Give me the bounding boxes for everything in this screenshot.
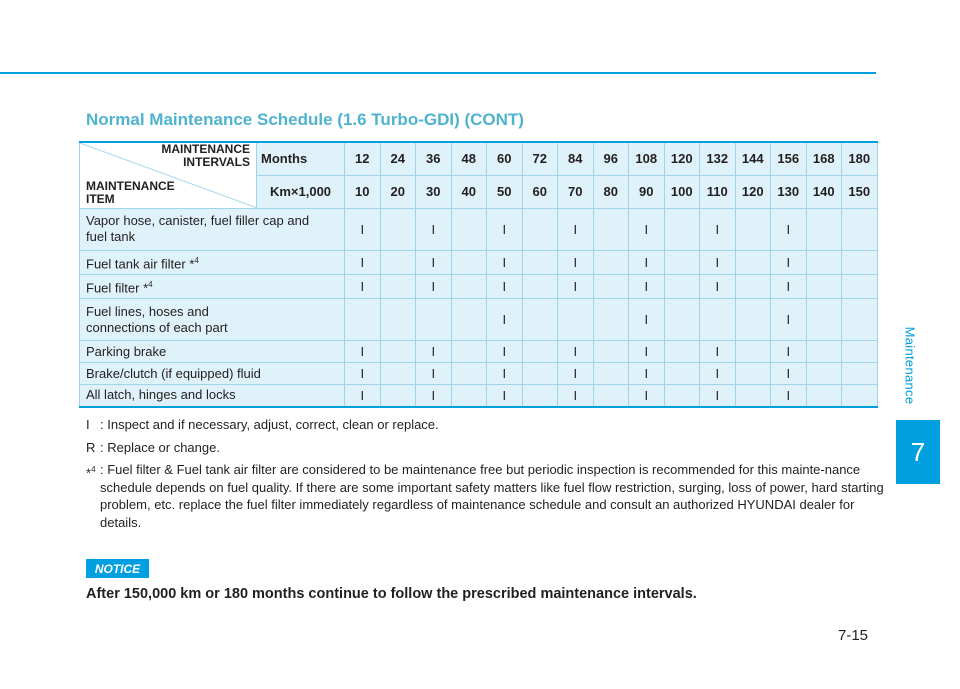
schedule-cell (664, 385, 700, 407)
schedule-cell: I (771, 363, 807, 385)
schedule-cell (593, 274, 629, 298)
months-label: Months (257, 142, 345, 175)
note-fuel-filter (86, 461, 886, 531)
schedule-cell: I (487, 385, 523, 407)
schedule-cell (380, 250, 416, 274)
schedule-cell: I (558, 274, 594, 298)
item-name-line (86, 344, 338, 360)
schedule-cell (806, 299, 842, 341)
schedule-cell (593, 363, 629, 385)
schedule-cell (664, 341, 700, 363)
note-key-sup: 4 (91, 465, 96, 474)
schedule-cell: I (487, 341, 523, 363)
km-header-cell: 50 (487, 175, 523, 208)
km-header-cell: 80 (593, 175, 629, 208)
note-key-symbol: * (86, 465, 92, 481)
schedule-cell: I (629, 363, 665, 385)
schedule-cell (593, 385, 629, 407)
schedule-cell: I (629, 208, 665, 250)
month-header-cell: 96 (593, 142, 629, 175)
km-header-cell: 40 (451, 175, 487, 208)
schedule-cell (806, 363, 842, 385)
schedule-cell: I (700, 274, 736, 298)
km-header-cell: 90 (629, 175, 665, 208)
km-header-cell: 110 (700, 175, 736, 208)
month-header-cell: 60 (487, 142, 523, 175)
schedule-cell (451, 385, 487, 407)
schedule-cell: I (416, 208, 452, 250)
schedule-cell: I (416, 363, 452, 385)
month-header-cell: 156 (771, 142, 807, 175)
notes-section (86, 416, 886, 536)
km-header-cell: 10 (345, 175, 381, 208)
schedule-cell (380, 341, 416, 363)
month-header-cell: 180 (842, 142, 878, 175)
note-key: I (86, 417, 90, 432)
schedule-cell (842, 250, 878, 274)
month-header-cell: 120 (664, 142, 700, 175)
schedule-cell (451, 299, 487, 341)
item-name-text: All latch, hinges and locks (86, 387, 236, 403)
table-row (80, 274, 878, 298)
schedule-cell: I (558, 341, 594, 363)
maintenance-item-name (80, 208, 345, 250)
maintenance-item-name (80, 299, 345, 341)
km-header-cell: 20 (380, 175, 416, 208)
item-name-line (86, 253, 338, 272)
note-text: : Fuel filter & Fuel tank air filter are considered to be maintenance free but periodic inspection is recommended for this mainte-nance schedule depends on fuel quality. If there are some important safety matters like fuel flow restriction, surging, loss of power, hard starting problem, etc. replace the fuel filter immediately regardless of maintenance schedule and consult an authorized HYUNDAI dealer for details. (100, 462, 884, 530)
km-header-cell: 100 (664, 175, 700, 208)
schedule-cell (522, 363, 558, 385)
page-number: 7-15 (838, 627, 869, 644)
schedule-cell (842, 274, 878, 298)
schedule-cell (664, 274, 700, 298)
item-name-text: Fuel filter * (86, 280, 149, 296)
schedule-cell (842, 299, 878, 341)
schedule-cell (593, 208, 629, 250)
notice-badge: NOTICE (86, 559, 149, 578)
schedule-cell: I (558, 363, 594, 385)
corner-item-line-2: ITEM (86, 191, 115, 206)
schedule-cell: I (629, 299, 665, 341)
maintenance-schedule-table (79, 141, 878, 408)
schedule-cell (735, 385, 771, 407)
month-header-cell: 108 (629, 142, 665, 175)
schedule-cell: I (416, 274, 452, 298)
schedule-cell: I (700, 385, 736, 407)
note-key: R (86, 439, 96, 455)
maintenance-item-name (80, 274, 345, 298)
schedule-cell (735, 208, 771, 250)
schedule-cell (593, 299, 629, 341)
item-name-text: Parking brake (86, 343, 167, 359)
header-corner-cell (80, 142, 257, 208)
schedule-cell (664, 250, 700, 274)
item-name-line (86, 277, 338, 296)
table-body (80, 142, 878, 407)
schedule-cell: I (558, 385, 594, 407)
schedule-cell: I (416, 341, 452, 363)
note-text: : Replace or change. (100, 439, 220, 455)
schedule-cell (380, 299, 416, 341)
schedule-cell (416, 299, 452, 341)
km-header-cell: 120 (735, 175, 771, 208)
table-row (80, 341, 878, 363)
schedule-cell (593, 341, 629, 363)
maintenance-item-name (80, 250, 345, 274)
item-name-line (86, 229, 338, 245)
item-name-line (86, 213, 338, 229)
top-rule (0, 72, 876, 74)
schedule-cell (380, 385, 416, 407)
month-header-cell: 36 (416, 142, 452, 175)
schedule-cell: I (629, 385, 665, 407)
schedule-cell (522, 299, 558, 341)
schedule-cell: I (629, 341, 665, 363)
schedule-cell (380, 274, 416, 298)
table-row (80, 208, 878, 250)
schedule-cell: I (558, 250, 594, 274)
item-name-line (86, 320, 338, 336)
item-name-text: Fuel tank air filter * (86, 255, 195, 271)
schedule-cell (522, 250, 558, 274)
schedule-cell: I (771, 250, 807, 274)
schedule-cell (842, 208, 878, 250)
month-header-cell: 72 (522, 142, 558, 175)
schedule-cell (700, 299, 736, 341)
schedule-cell: I (487, 250, 523, 274)
note-replace (86, 439, 886, 457)
schedule-cell (842, 385, 878, 407)
schedule-cell (735, 274, 771, 298)
item-name-text: fuel tank (86, 229, 136, 244)
schedule-cell (522, 341, 558, 363)
schedule-cell: I (771, 385, 807, 407)
item-name-sup: 4 (148, 279, 153, 289)
km-header-cell: 60 (522, 175, 558, 208)
schedule-cell: I (771, 208, 807, 250)
corner-item-label (86, 180, 175, 206)
maintenance-item-name (80, 363, 345, 385)
item-name-sup: 4 (194, 255, 199, 265)
note-key (86, 461, 100, 531)
month-header-cell: 12 (345, 142, 381, 175)
table-row (80, 385, 878, 407)
schedule-cell: I (700, 250, 736, 274)
header-row-months (80, 142, 878, 175)
corner-intervals-line-2: INTERVALS (183, 155, 250, 169)
km-header-cell: 140 (806, 175, 842, 208)
schedule-cell (593, 250, 629, 274)
schedule-cell: I (700, 363, 736, 385)
item-name-text: Fuel lines, hoses and (86, 303, 209, 319)
schedule-cell (558, 299, 594, 341)
corner-intervals-label (161, 143, 250, 169)
schedule-cell (380, 208, 416, 250)
maintenance-item-name (80, 341, 345, 363)
schedule-cell (735, 341, 771, 363)
schedule-cell (451, 274, 487, 298)
schedule-cell: I (345, 385, 381, 407)
schedule-cell (806, 208, 842, 250)
schedule-cell (380, 363, 416, 385)
schedule-cell: I (416, 250, 452, 274)
note-inspect (86, 416, 886, 434)
item-name-line (86, 304, 338, 320)
km-header-cell: 150 (842, 175, 878, 208)
schedule-cell: I (771, 299, 807, 341)
schedule-cell (522, 385, 558, 407)
schedule-cell: I (771, 274, 807, 298)
schedule-cell: I (700, 208, 736, 250)
item-name-text: connections of each part (86, 319, 228, 335)
schedule-cell (451, 250, 487, 274)
schedule-cell (842, 341, 878, 363)
month-header-cell: 48 (451, 142, 487, 175)
schedule-cell (522, 274, 558, 298)
schedule-cell (806, 250, 842, 274)
schedule-cell: I (771, 341, 807, 363)
chapter-tab: 7 (896, 420, 940, 484)
schedule-cell: I (487, 299, 523, 341)
schedule-cell: I (487, 363, 523, 385)
month-header-cell: 84 (558, 142, 594, 175)
schedule-cell: I (700, 341, 736, 363)
month-header-cell: 144 (735, 142, 771, 175)
item-name-line (86, 366, 338, 382)
km-label: Km×1,000 (257, 175, 345, 208)
schedule-cell (664, 363, 700, 385)
schedule-cell: I (345, 208, 381, 250)
km-header-cell: 70 (558, 175, 594, 208)
schedule-cell (806, 274, 842, 298)
schedule-cell (664, 299, 700, 341)
schedule-cell: I (345, 250, 381, 274)
item-name-text: Vapor hose, canister, fuel filler cap and (86, 213, 310, 228)
schedule-cell: I (345, 341, 381, 363)
schedule-cell (735, 299, 771, 341)
table-row (80, 363, 878, 385)
schedule-cell (451, 363, 487, 385)
corner-intervals-line-1: MAINTENANCE (161, 142, 250, 156)
month-header-cell: 132 (700, 142, 736, 175)
schedule-cell: I (558, 208, 594, 250)
corner-item-line-1: MAINTENANCE (86, 178, 175, 193)
schedule-cell (842, 363, 878, 385)
schedule-cell: I (487, 274, 523, 298)
schedule-cell (451, 208, 487, 250)
schedule-cell (345, 299, 381, 341)
schedule-cell (451, 341, 487, 363)
schedule-cell: I (629, 250, 665, 274)
schedule-cell (806, 385, 842, 407)
schedule-cell: I (416, 385, 452, 407)
chapter-side-label-text: Maintenance (902, 326, 918, 404)
note-text: : Inspect and if necessary, adjust, correct, clean or replace. (100, 417, 439, 432)
chapter-side-label (890, 300, 930, 430)
schedule-cell: I (345, 274, 381, 298)
notice-text: After 150,000 km or 180 months continue to follow the prescribed maintenance intervals. (86, 586, 697, 602)
schedule-cell (735, 363, 771, 385)
table-row (80, 299, 878, 341)
schedule-cell (522, 208, 558, 250)
km-header-cell: 30 (416, 175, 452, 208)
item-name-line (86, 387, 338, 403)
schedule-cell: I (629, 274, 665, 298)
schedule-cell (735, 250, 771, 274)
section-title: Normal Maintenance Schedule (1.6 Turbo-GDI) (CONT) (86, 110, 524, 129)
schedule-cell: I (487, 208, 523, 250)
km-header-cell: 130 (771, 175, 807, 208)
schedule-cell: I (345, 363, 381, 385)
schedule-cell (806, 341, 842, 363)
month-header-cell: 24 (380, 142, 416, 175)
schedule-cell (664, 208, 700, 250)
maintenance-item-name (80, 385, 345, 407)
table-row (80, 250, 878, 274)
item-name-text: Brake/clutch (if equipped) fluid (86, 365, 261, 381)
month-header-cell: 168 (806, 142, 842, 175)
